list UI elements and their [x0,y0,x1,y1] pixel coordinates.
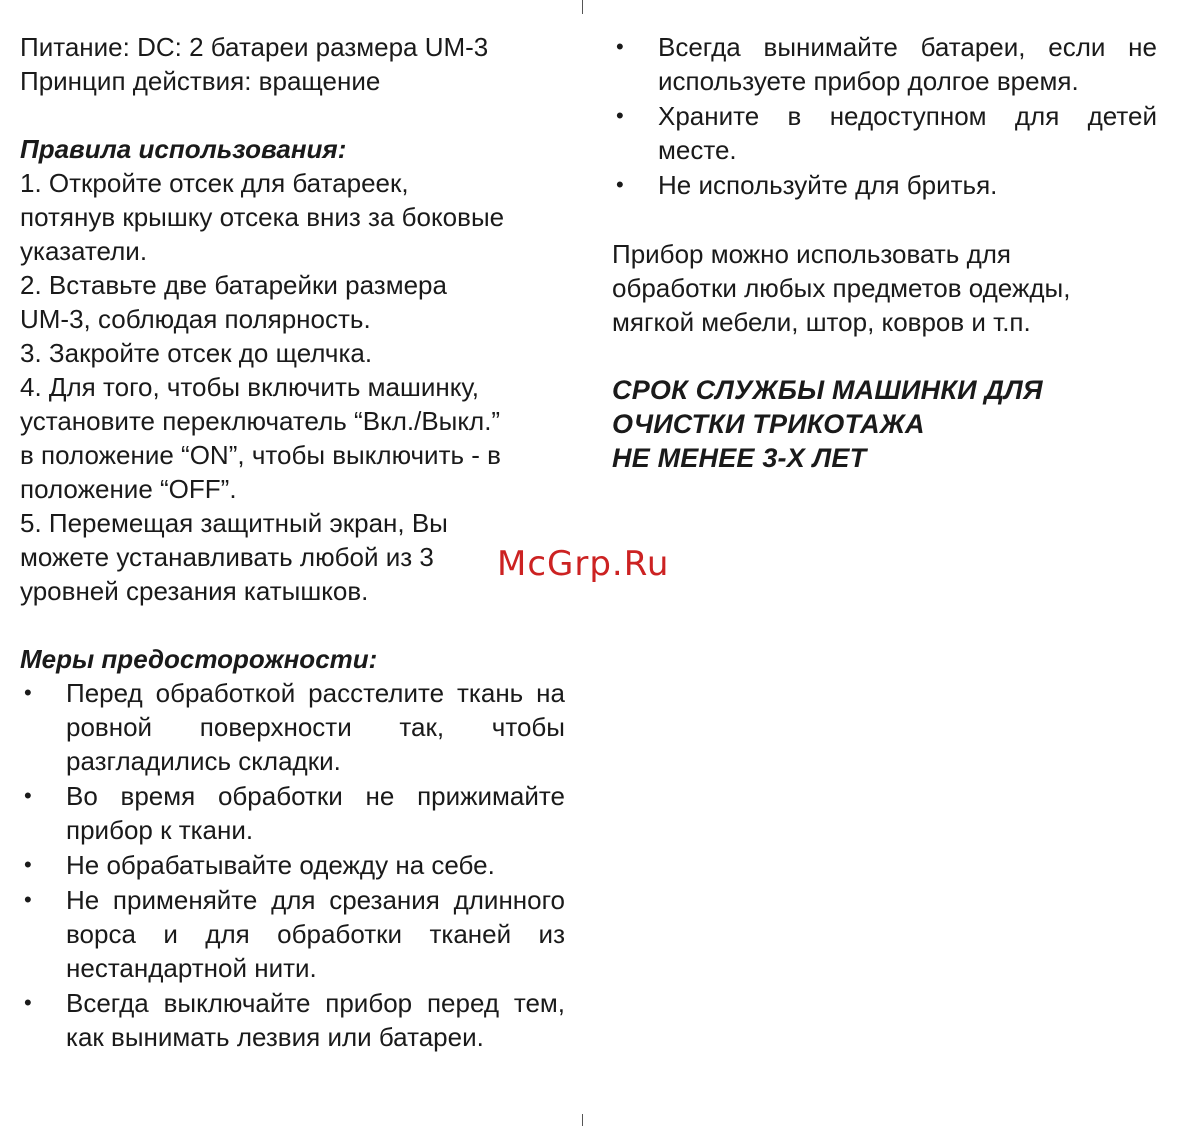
care-list [612,30,1157,202]
fold-mark-top [582,0,583,14]
bullet-icon: • [24,990,32,1015]
bullet-icon: • [24,680,32,705]
care-item [612,99,1157,167]
service-life-line: СРОК СЛУЖБЫ МАШИНКИ ДЛЯ [612,375,1043,405]
precaution-text: Всегда выключайте прибор перед тем, как вынимать лезвия или батареи. [66,988,565,1052]
usage-line: 1. Откройте отсек для батареек, [20,168,409,198]
paragraph-line: Прибор можно использовать для [612,239,1011,269]
precaution-item [20,779,565,847]
precaution-item [20,676,565,778]
paragraph-line: мягкой мебели, штор, ковров и т.п. [612,307,1031,337]
usage-line: указатели. [20,236,148,266]
precautions-heading: Меры предосторожности: [20,644,378,674]
bullet-icon: • [616,172,624,197]
usage-heading: Правила использования: [20,134,347,164]
right-column [612,30,1157,475]
usage-scope-paragraph [612,237,1157,339]
bullet-icon: • [616,34,624,59]
service-life-line: ОЧИСТКИ ТРИКОТАЖА [612,409,925,439]
bullet-icon: • [24,852,32,877]
precaution-text: Не обрабатывайте одежду на себе. [66,850,495,880]
usage-line: 2. Вставьте две батарейки размера [20,270,447,300]
precaution-text: Не применяйте для срезания длинного ворса и для обработки тканей из нестандартной нити. [66,885,565,983]
usage-line: 3. Закройте отсек до щелчка. [20,338,373,368]
usage-line: в положение “ON”, чтобы выключить - в [20,440,501,470]
bullet-icon: • [616,103,624,128]
left-column [20,30,565,1055]
care-text: Храните в недоступном для детей месте. [658,101,1157,165]
care-text: Всегда вынимайте батареи, если не используете прибор долгое время. [658,32,1157,96]
usage-instructions [20,166,565,608]
service-life-heading [612,373,1157,475]
precaution-item [20,986,565,1054]
care-item [612,30,1157,98]
precaution-item [20,883,565,985]
service-life-line: НЕ МЕНЕЕ 3-Х ЛЕТ [612,443,867,473]
precaution-item [20,848,565,882]
precaution-text: Перед обработкой расстелите ткань на ровной поверхности так, чтобы разгладились складки. [66,678,565,776]
usage-line: установите переключатель “Вкл./Выкл.” [20,406,501,436]
usage-line: UM-3, соблюдая полярность. [20,304,371,334]
usage-line: потянув крышку отсека вниз за боковые [20,202,505,232]
usage-line: 4. Для того, чтобы включить машинку, [20,372,479,402]
bullet-icon: • [24,783,32,808]
usage-line: 5. Перемещая защитный экран, Вы [20,508,448,538]
paragraph-line: обработки любых предметов одежды, [612,273,1071,303]
fold-mark-bottom [582,1114,583,1126]
bullet-icon: • [24,887,32,912]
specs-block [20,30,565,98]
usage-line: уровней срезания катышков. [20,576,369,606]
usage-line: положение “OFF”. [20,474,237,504]
watermark-text: McGrp.Ru [497,544,670,584]
precaution-text: Во время обработки не прижимайте прибор к ткани. [66,781,565,845]
care-text: Не используйте для бритья. [658,170,998,200]
spec-power: Питание: DC: 2 батареи размера UM-3 [20,32,489,62]
usage-line: можете устанавливать любой из 3 [20,542,434,572]
spec-principle: Принцип действия: вращение [20,66,381,96]
precautions-list [20,676,565,1054]
care-item [612,168,1157,202]
